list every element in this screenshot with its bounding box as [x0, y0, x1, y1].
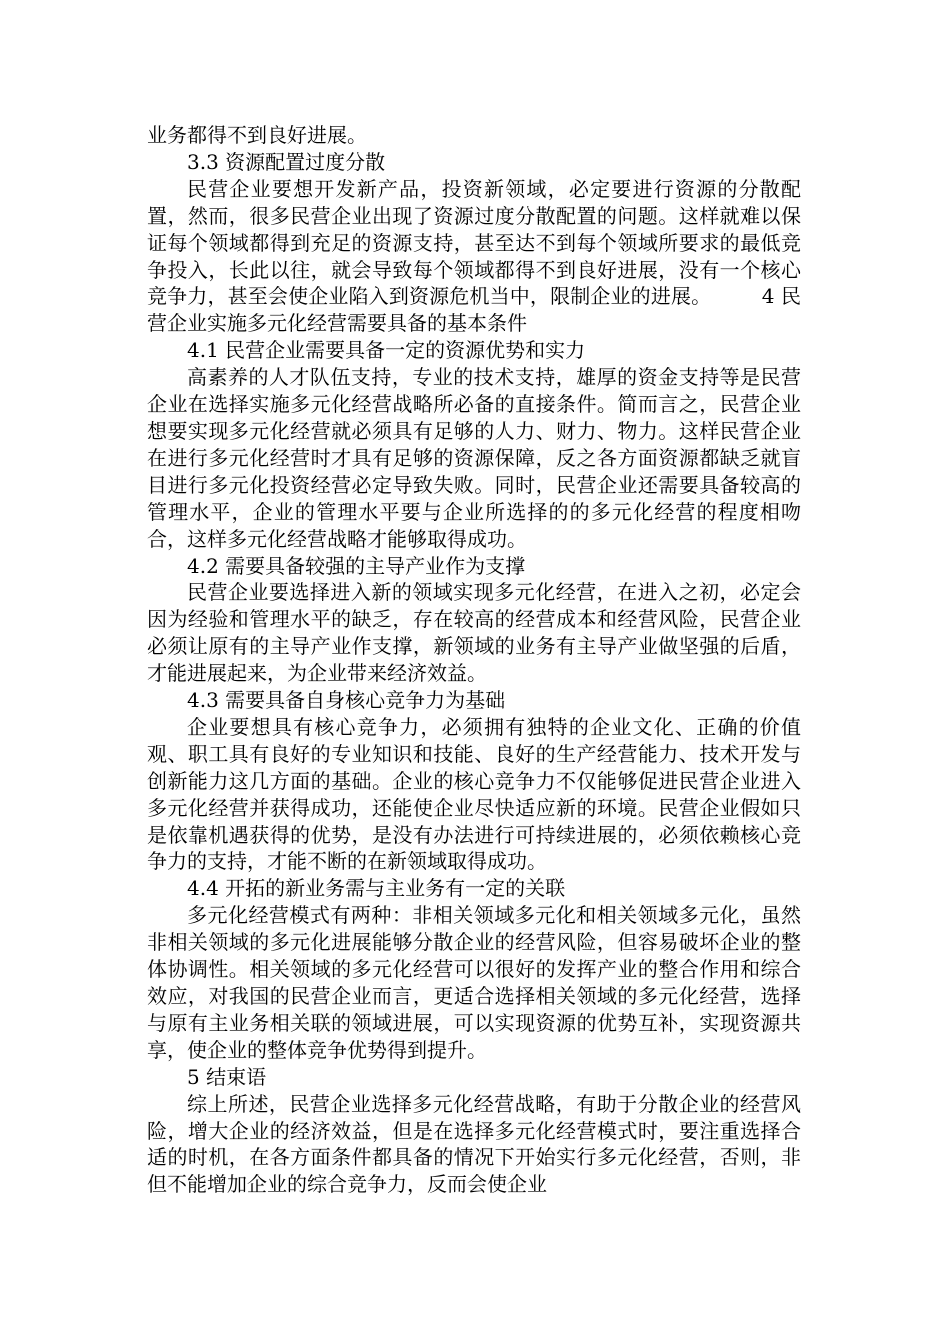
section-heading-3-3: 3.3 资源配置过度分散	[187, 149, 386, 174]
document-page	[147, 122, 801, 1198]
paragraph: 民营企业要想开发新产品，投资新领域，必定要进行资源的分散配置，然而，很多民营企业出现了资源过度分散配置的问题。这样就难以保证每个领域都得到充足的资源支持，甚至达不到每个领域所要求的最低竞争投入，长此以往，就会导致每个领域都得不到良好进展，没有一个核心竞争力，甚至会使企业陷入到资源危机当中，限制企业的进展。 4 民营企业实施多元化经营需要具备的基本条件	[147, 176, 801, 336]
section-heading-4-4: 4.4 开拓的新业务需与主业务有一定的关联	[187, 876, 566, 901]
section-heading-4-2: 4.2 需要具备较强的主导产业作为支撑	[187, 553, 526, 578]
paragraph: 多元化经营模式有两种：非相关领域多元化和相关领域多元化，虽然非相关领域的多元化进展能够分散企业的经营风险，但容易破坏企业的整体协调性。相关领域的多元化经营可以很好的发挥产业的整合作用和综合效应，对我国的民营企业而言，更适合选择相关领域的多元化经营，选择与原有主业务相关联的领域进展，可以实现资源的优势互补，实现资源共享，使企业的整体竞争优势得到提升。	[147, 903, 801, 1062]
paragraph: 民营企业要选择进入新的领域实现多元化经营，在进入之初，必定会因为经验和管理水平的缺乏，存在较高的经营成本和经营风险，民营企业必须让原有的主导产业作支撑，新领域的业务有主导产业做坚强的后盾，才能进展起来，为企业带来经济效益。	[147, 580, 801, 686]
section-heading-4-1: 4.1 民营企业需要具备一定的资源优势和实力	[187, 338, 586, 363]
section-heading-5: 5 结束语	[187, 1064, 267, 1089]
paragraph: 企业要想具有核心竞争力，必须拥有独特的企业文化、正确的价值观、职工具有良好的专业知识和技能、良好的生产经营能力、技术开发与创新能力这几方面的基础。企业的核心竞争力不仅能够促进民营企业进入多元化经营并获得成功，还能使企业尽快适应新的环境。民营企业假如只是依靠机遇获得的优势，是没有办法进行可持续进展的，必须依赖核心竞争力的支持，才能不断的在新领域取得成功。	[147, 714, 801, 874]
paragraph-continuation: 业务都得不到良好进展。	[147, 123, 367, 147]
paragraph: 高素养的人才队伍支持，专业的技术支持，雄厚的资金支持等是民营企业在选择实施多元化经营战略所必备的直接条件。简而言之，民营企业想要实现多元化经营就必须具有足够的人力、财力、物力。这样民营企业在进行多元化经营时才具有足够的资源保障，反之各方面资源都缺乏就盲目进行多元化投资经营必定导致失败。同时，民营企业还需要具备较高的管理水平，企业的管理水平要与企业所选择的的多元化经营的程度相吻合，这样多元化经营战略才能够取得成功。	[147, 365, 801, 551]
paragraph: 综上所述，民营企业选择多元化经营战略，有助于分散企业的经营风险，增大企业的经济效益，但是在选择多元化经营模式时，要注重选择合适的时机，在各方面条件都具备的情况下开始实行多元化经营，否则，非但不能增加企业的综合竞争力，反而会使企业	[147, 1091, 801, 1197]
section-heading-4-3: 4.3 需要具备自身核心竞争力为基础	[187, 688, 506, 713]
